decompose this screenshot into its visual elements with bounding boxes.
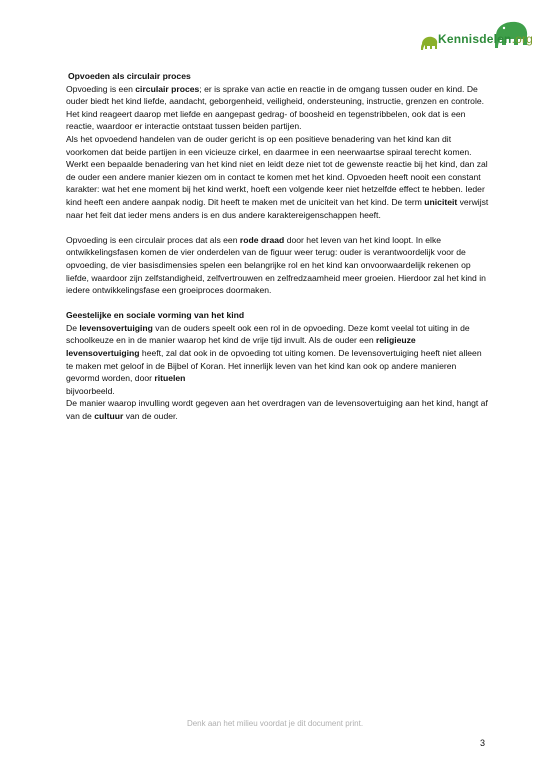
paragraph: Opvoeding is een circulair proces; er is sprake van actie en reactie in de omgang tussen ouder en kind. De ouder biedt het kind liefde, aandacht, geborgenheid, veiligheid, ondersteuning, instructie, grenzen en controle. Het kind reageert daarop met liefde en aangepast gedrag- of boosheid en tegenstribbelen, ook dat is een reactie, waardoor er interactie ontstaat tussen beiden partijen.: [66, 83, 485, 132]
document-body: [66, 70, 490, 423]
section-heading-geestelijke-vorming: Geestelijke en sociale vorming van het kind: [66, 310, 245, 321]
site-logo[interactable]: [418, 18, 534, 54]
footer-note: Denk aan het milieu voordat je dit document print.: [186, 719, 364, 728]
section-heading-circulair-proces: Opvoeden als circulair proces: [68, 71, 191, 81]
paragraph: Opvoeding is een circulair proces dat als een rode draad door het leven van het kind loopt. In elke ontwikkelingsfasen komen de vier onderdelen van de figuur weer terug: ouder is verantwoordelijk voor de opvoeding, de vier basisdimensies spelen een belangrijke rol en het kind kan onvoorwaardelijk rekenen op liefde, waardoor zijn zelfstandigheid, zelfvertrouwen en zelfredzaamheid meer groeien. Hierdoor zal het kind in iedere ontwikkelingsfase een groeiproces doormaken.: [66, 234, 486, 296]
page-number: 3: [480, 738, 486, 748]
paragraph: Als het opvoedend handelen van de ouder gericht is op een positieve benadering van het kind kan dit voorkomen dat beide partijen in een vicieuze cirkel, en daarmee in een neerwaartse spiraal terecht komen. Werkt een bepaalde benadering van het kind niet en leidt deze niet tot de gewenste reactie bij het kind, dan zal de ouder een andere manier kiezen om in contact te komen met het kind. Opvoeden heeft nooit een constant karakter: wat het ene moment bij het kind werkt, hoeft een volgende keer niet hetzelfde effect te hebben. Ieder kind heeft een andere aanpak nodig. Dit heeft te maken met de uniciteit van het kind. De term uniciteit verwijst naar het feit dat ieder mens anders is en dus andere karaktereigenschappen heeft.: [66, 133, 489, 220]
paragraph: De manier waarop invulling wordt gegeven aan het overdragen van de levensovertuiging aan het kind, hangt af van de cultuur van de ouder.: [66, 398, 488, 422]
paragraph: De levensovertuiging van de ouders speelt ook een rol in de opvoeding. Deze komt veelal tot uiting in de schoolkeuze en in de manier waarop het kind de vrije tijd invult. Als de ouder een religieuze levensovertuiging heeft, zal dat ook in de opvoeding tot uiting komen. De levensovertuiging heeft niet alleen te maken met geloof in de Bijbel of Koran. Het innerlijk leven van het kind kan ook op andere manieren gevormd worden, door rituelen bijvoorbeeld.: [66, 322, 482, 396]
logo-text: Kennisdelen.org: [438, 32, 534, 46]
